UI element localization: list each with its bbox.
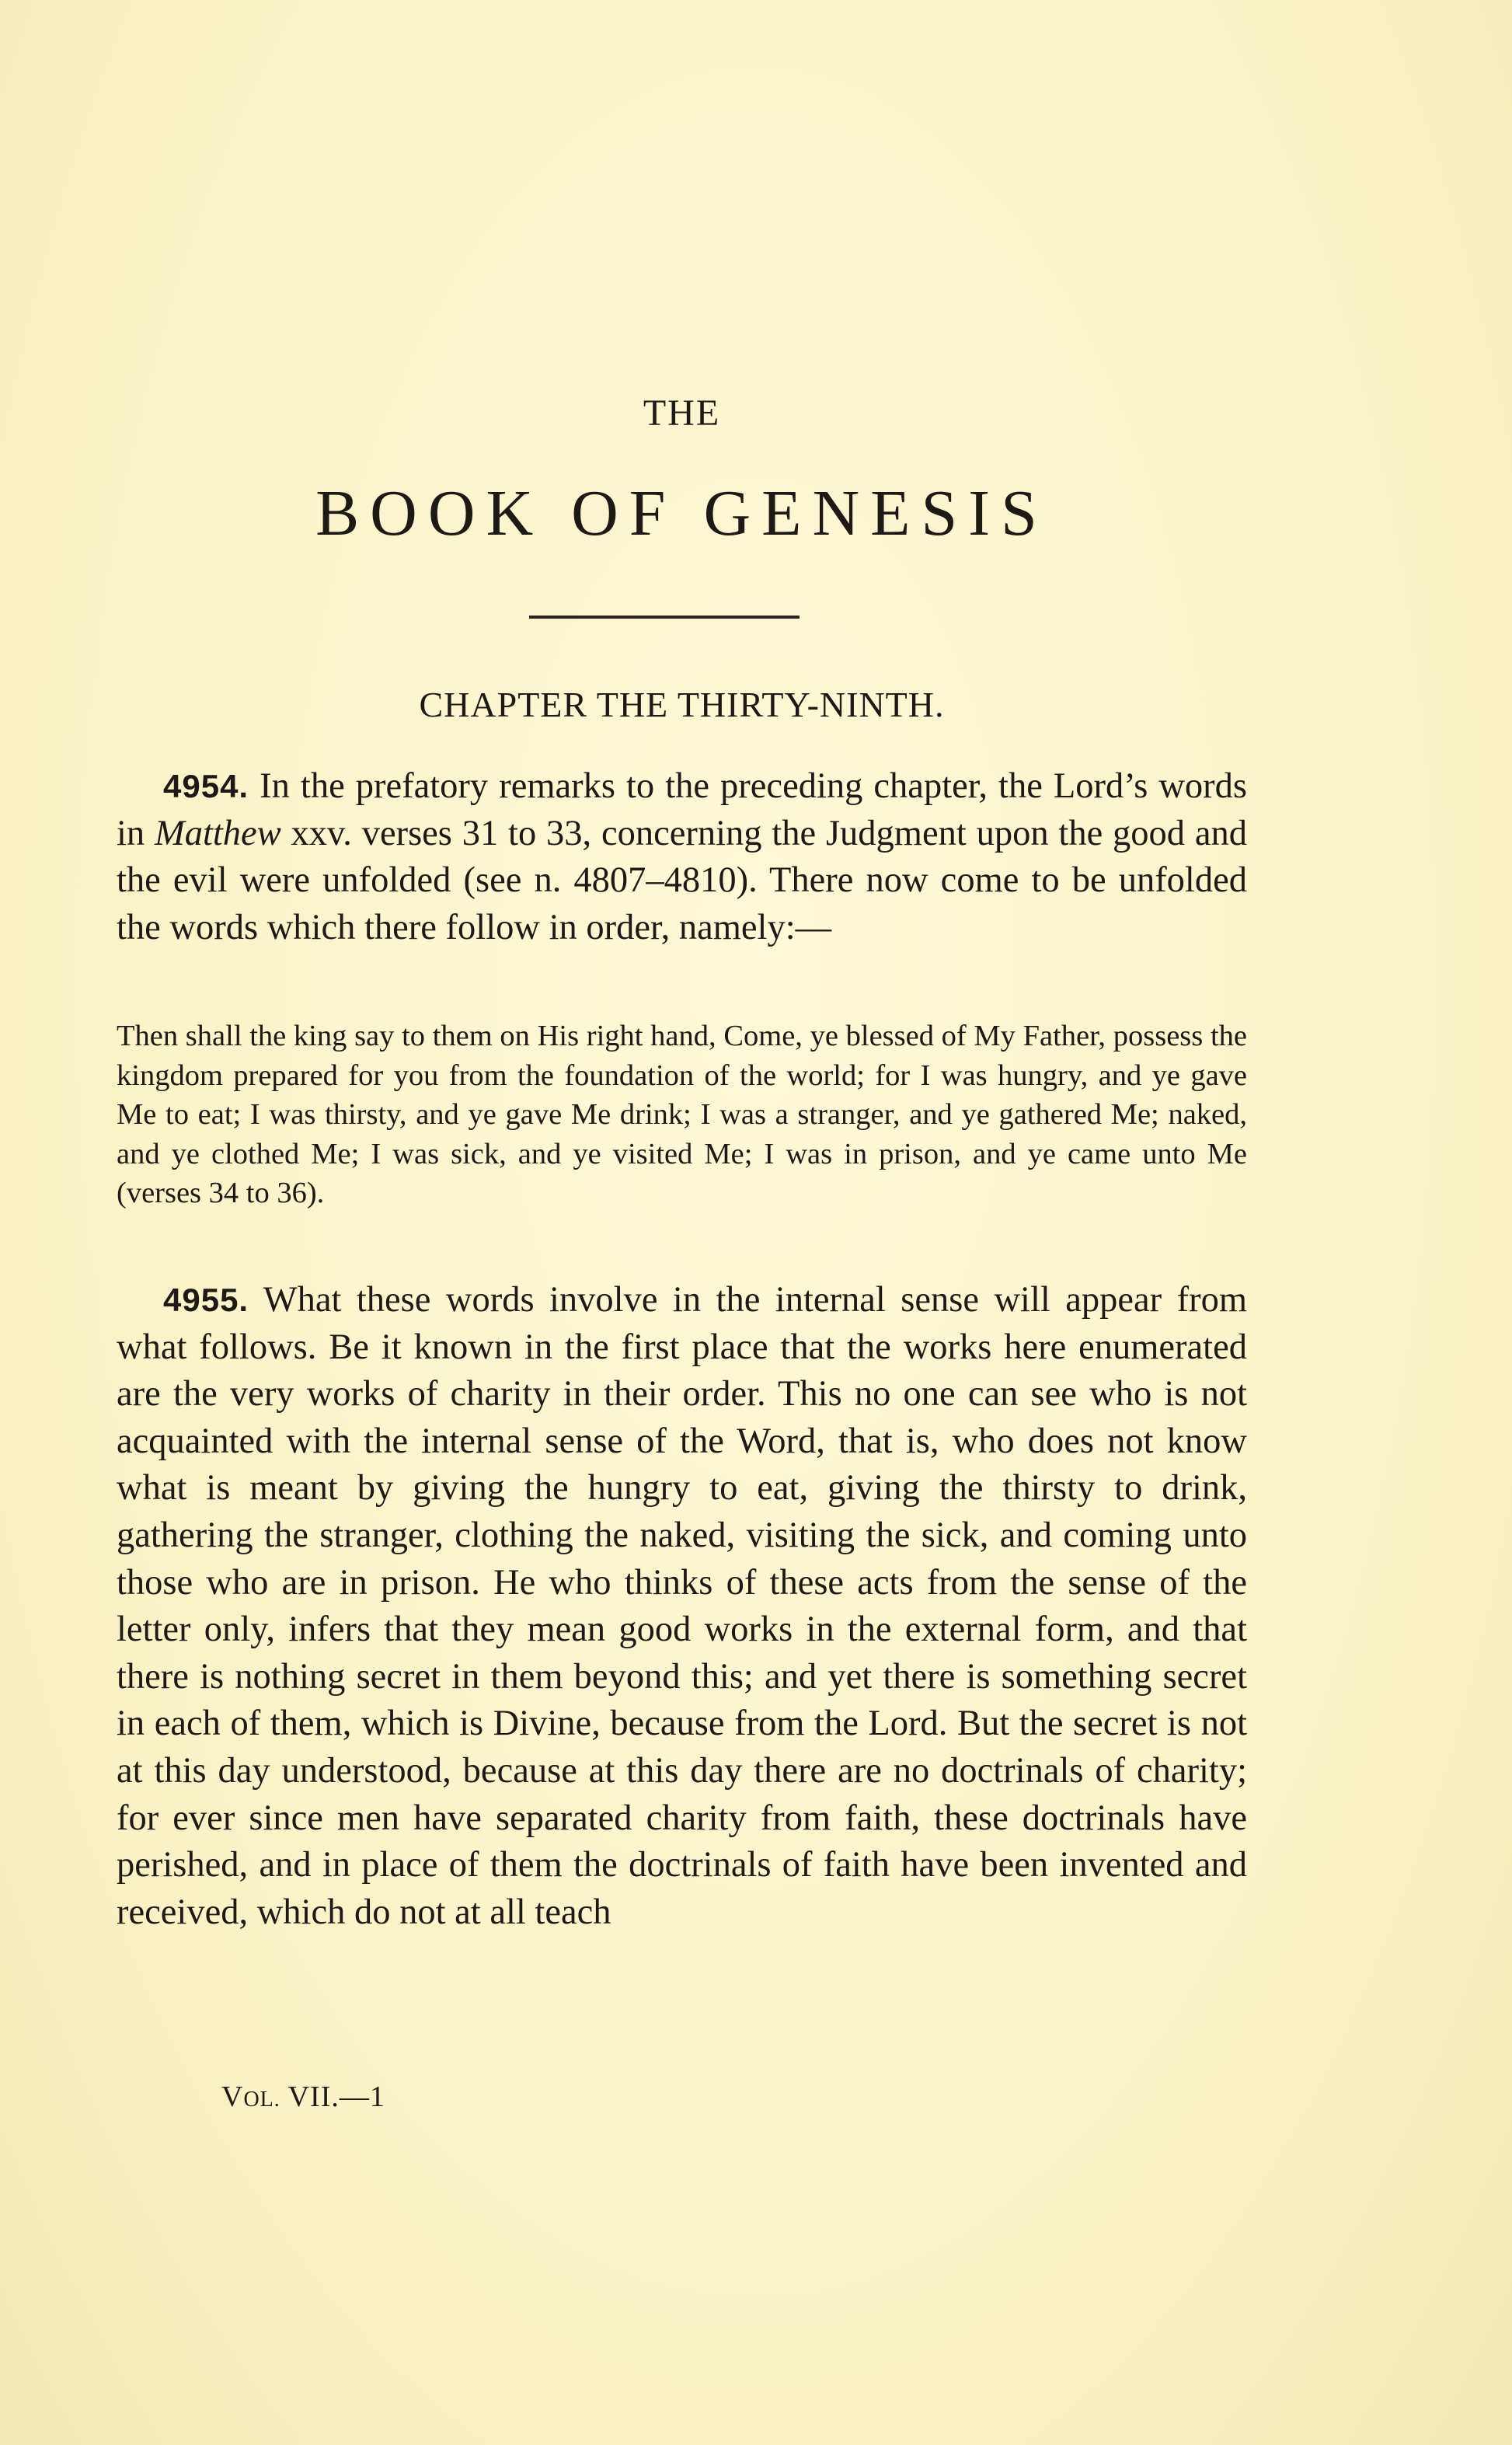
scripture-quote: Then shall the king say to them on His right hand, Come, ye blessed of My Father, possess the kingdom prepared for you from the foundation of the world; for I was hungry, and ye gave Me to eat; I was thirsty, and ye gave Me drink; I was a stranger, and ye gathered Me; naked, and ye clothed Me; I was sick, and ye visited Me; I was in prison, and ye came unto Me (verses 34 to 36).	[117, 1020, 1247, 1209]
volume-ol: OL.	[243, 2087, 280, 2112]
title-divider	[529, 616, 800, 619]
paragraph-text: In the prefatory remarks to the preceding chapter, the Lord’s words in	[117, 766, 1247, 853]
paragraph-4955	[117, 1277, 1247, 1936]
paragraph-number: 4955.	[163, 1282, 249, 1318]
title-prefix: THE	[643, 392, 721, 434]
volume-number: VII.—1	[280, 2081, 385, 2113]
paragraph-number: 4954.	[163, 768, 249, 804]
paragraph-4954	[117, 763, 1247, 951]
volume-v: V	[221, 2081, 244, 2113]
chapter-heading: CHAPTER THE THIRTY-NINTH.	[419, 685, 945, 724]
page	[117, 0, 1247, 2445]
italic-book-name: Matthew	[154, 813, 281, 853]
book-title: BOOK OF GENESIS	[315, 477, 1048, 549]
volume-signature	[221, 2080, 385, 2114]
paragraph-text: What these words involve in the internal sense will appear from what follows. Be it known in the first place that the works here enumerated are the very works of charity in their order. This no one can see who is not acquainted with the internal sense of the Word, that is, who does not know what is meant by giving the hungry to eat, giving the thirsty to drink, gathering the stranger, clothing the naked, visiting the sick, and coming unto those who are in prison. He who thinks of these acts from the sense of the letter only, infers that they mean good works in the external form, and that there is nothing secret in them beyond this; and yet there is something secret in each of them, which is Divine, because from the Lord. But the secret is not at this day understood, because at this day there are no doctrinals of charity; for ever since men have separated charity from faith, these doctrinals have perished, and in place of them the doctrinals of faith have been invented and received, which do not at all teach	[117, 1280, 1247, 1932]
paragraph-text: xxv. verses 31 to 33, concerning the Judgment upon the good and the evil were unfolded (see n. 4807–4810). There now come to be unfolded the words which there follow in order, namely:—	[117, 813, 1247, 947]
